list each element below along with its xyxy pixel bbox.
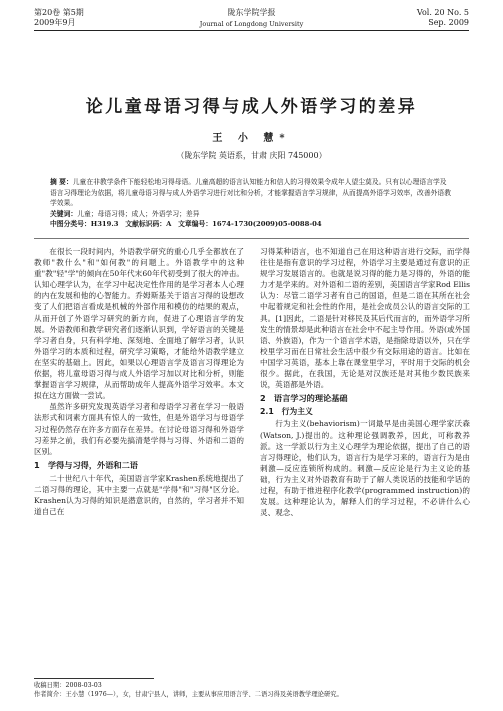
author-bio: 作者简介：王小慧（1976—），女，甘肃宁县人，讲师，主要从事应用语言学、二语习得及英语教学理论研究。: [34, 691, 343, 698]
classification-line: 中图分类号：H319.3 文献标识码：A 文章编号：1674-1730(2009)05-0088-04: [50, 220, 322, 228]
intro-paragraph: 在很长一段时间内，外语教学研究的重心几乎全都放在了教师"教什么"和"如何教"的问题上。外语教学中的这种重"教"轻"学"的倾向在50年代末60年代初受到了很大的冲击。认知心理学认为，在学习中起决定性作用的是学习者本人心理的内在发展和他的心智能力。乔姆斯基关于语言习得的设想改变了人们把语言看成是机械的外部作用和模仿的结果的观点，从而开创了外语学习研究的新方向，促进了心理语言学的发展。外语教师和教学研究者们逐渐认识到，学好语言的关键是学习者自身，只有科学地、深刻地、全面地了解学习者，认识外语学习的本质和过程，研究学习策略，才能给外语教学建立在坚实的基础上。因此，如果以心理语言学及语言习得理论为依据，将儿童母语习得与成人外语学习加以对比和分析，则能掌握语言学习规律，从而帮助成年人提高外语学习效率。本文拟在这方面做一尝试。: [34, 247, 244, 401]
keywords-line: [50, 209, 453, 220]
author-name: 王 小 慧*: [212, 133, 291, 144]
section-2-heading: 2 语言学习的理论基础: [260, 393, 348, 404]
abstract-block: [50, 177, 453, 230]
left-column: [34, 246, 244, 517]
section-1-continued: 习得某种语言，也不知道自己在用这种语言进行交际，而学得往往是指有意识的学习过程，外语学习主要是通过有意识的正规学习发展语言的。也就是说习得的能力是习得的，外语的能力才是学来的。对外语和二语的差别，美国语言学家Rod Ellis认为：尽管二语学习者有自己的国语，但是二语在其所在社会中起着规定和社会性的作用，是社会成员公认的语言交际的工具。[1]因此，二语是针对移民及其后代而言的，而外语学习所发生的情景却是此种语言在社会中不起主导作用。外语(或外国语、外族语)，作为一个语言学术语，是指除母语以外，只在学校里学习而在日常社会生活中很少有交际用途的语言。比如在中国学习英语，基本上靠在课堂里学习，平时用于交际的机会很少。据此，在我国，无论是对汉族还是对其他少数民族来说，英语都是外语。: [260, 247, 470, 390]
abstract-label: 摘 要：: [50, 178, 73, 186]
issue-date: 2009年9月: [34, 18, 76, 27]
paper-title: 论儿童母语习得与成人外语学习的差异: [85, 97, 418, 117]
received-date: 收稿日期：2008-03-03: [34, 682, 102, 689]
keywords-label: 关键词：: [50, 209, 78, 218]
right-column: [260, 246, 470, 518]
author-affiliation: （陇东学院 英语系，甘肃 庆阳 745000）: [176, 151, 327, 160]
section-1-heading: 1 学得与习得，外语和二语: [34, 459, 138, 470]
header-right: [417, 8, 469, 28]
footnote: [34, 681, 473, 699]
header-center: [34, 8, 469, 29]
issue-number: 第20卷 第5期: [34, 8, 84, 17]
behaviorism-paragraph: 行为主义(behaviorism)一词最早是由美国心理学家沃森(Watson, J.)提出的。这种理论强调教养，因此，可称教养派。这一学派以行为主义心理学为理论依据，提出了自己的语言习得理论，他们认为，语言行为是学习来的，语言行为是由刺激—反应连锁所构成的。刺激—反应论是行为主义论的基础，行为主义对外语教育有助于了解人类说话的技能和学话的过程，有助于推进程序化教学(programmed instruction)的发展。这种理论认为，解释人们的学习过程，不必讲什么心灵、观念、: [260, 419, 470, 518]
abstract-rule: [34, 238, 469, 239]
journal-name-en: Journal of Longdong University: [199, 20, 304, 28]
difference-paragraph: 虽然许多研究发现英语学习者和母语学习者在学习一般语法形式和词素方面具有惊人的一致性，但是外语学习与母语学习过程仍然存在许多方面存在差异。在讨论母语习得和外语学习差异之前，我们有必要先搞清楚学得与习得、外语和二语的区别。: [34, 402, 244, 456]
abstract-text: 儿童在非教学条件下能轻松地习得母语。儿童高超的语言认知能力和信人的习得效果令成年人望尘莫及。只有以心理语言学及语言习得理论为依据，将儿童母语习得与成人外语学习进行对比和分析，才能掌握语言学习规律，从而提高外语学习效率，改善外语教学效果。: [50, 178, 452, 207]
keywords-text: 儿童；母语习得；成人；外语学习；差异: [77, 209, 200, 218]
journal-name-cn: 陇东学院学报: [227, 8, 276, 17]
header-rule: [34, 30, 469, 31]
volume-number: Vol. 20 No. 5: [416, 8, 469, 17]
footnote-rule: [34, 678, 154, 679]
section-2-1-heading: 2.1 行为主义: [260, 407, 313, 417]
abstract-paragraph: [50, 177, 453, 209]
volume-date: Sep. 2009: [428, 18, 469, 27]
section-1-paragraph: 二十世纪八十年代，美国语言学家Krashen系统地提出了二语习得的理论，其中主要一点就是"学得"和"习得"区分论。Krashen认为习得的知识是潜意识的，自然的，学习者并不知道自己在: [34, 473, 244, 517]
running-header: [34, 8, 469, 48]
